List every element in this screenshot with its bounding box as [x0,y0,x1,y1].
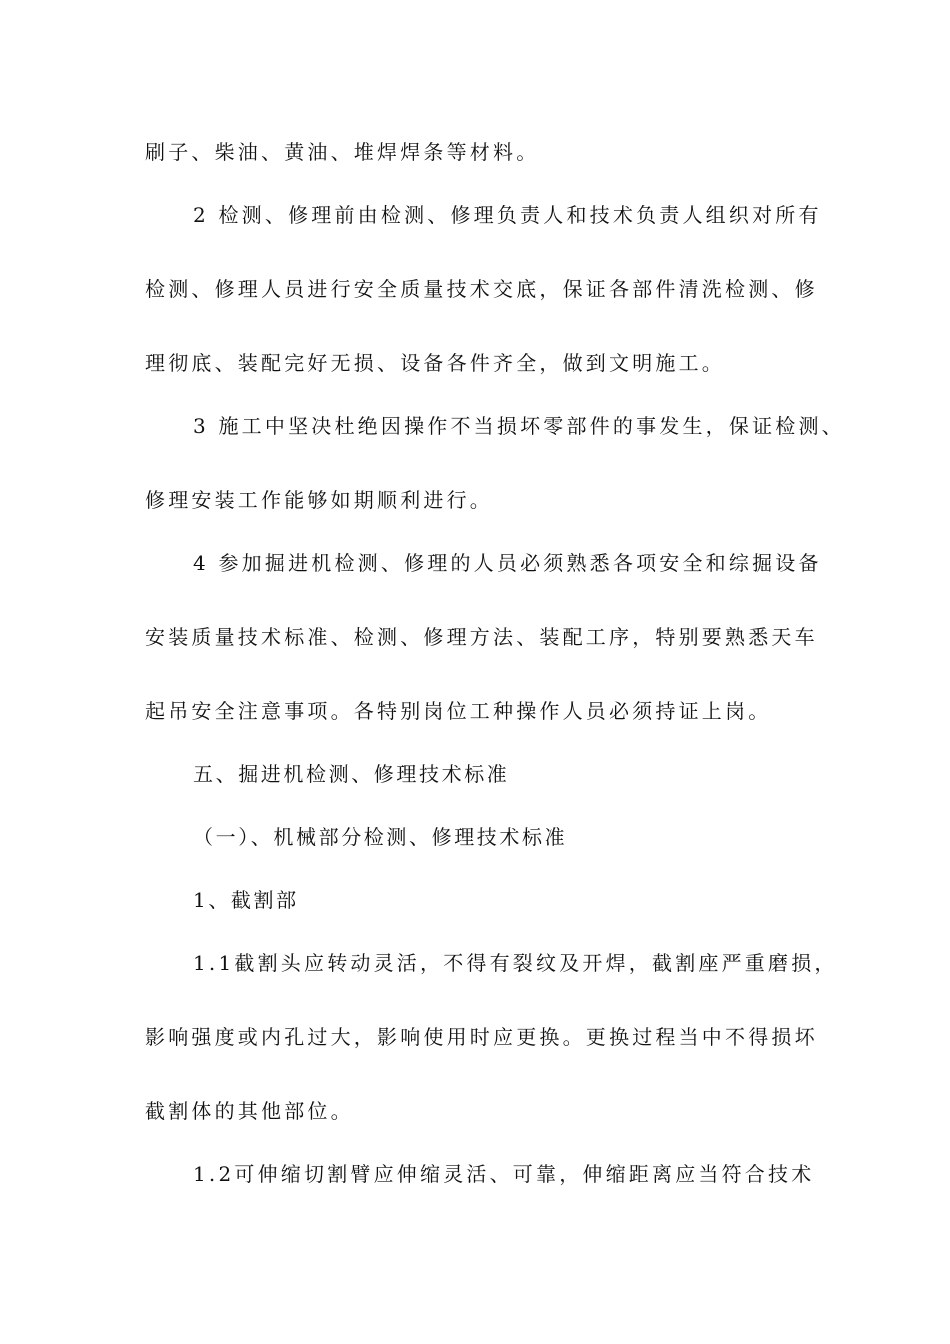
section-heading: 五、掘进机检测、修理技术标准 [193,762,510,786]
text-line-13: 1.1截割头应转动灵活，不得有裂纹及开焊，截割座严重磨损， [193,951,838,975]
item-heading: 1、截割部 [193,888,299,912]
text-line-1: 刷子、柴油、黄油、堆焊焊条等材料。 [145,140,540,164]
text-line-9: 起吊安全注意事项。各特别岗位工种操作人员必须持证上岗。 [145,699,772,723]
text-line-14: 影响强度或内孔过大，影响使用时应更换。更换过程当中不得损坏 [145,1025,818,1049]
text-line-8: 安装质量技术标准、检测、修理方法、装配工序，特别要熟悉天车 [145,625,818,649]
text-line-15: 截割体的其他部位。 [145,1099,354,1123]
subsection-heading: （一）、机械部分检测、修理技术标准 [193,825,568,849]
text-line-16: 1.2可伸缩切割臂应伸缩灵活、可靠，伸缩距离应当符合技术 [193,1162,815,1186]
text-line-2: 2 检测、修理前由检测、修理负责人和技术负责人组织对所有 [193,203,822,227]
text-line-7: 4 参加掘进机检测、修理的人员必须熟悉各项安全和综掘设备 [193,551,822,575]
text-line-4: 理彻底、装配完好无损、设备各件齐全，做到文明施工。 [145,351,725,375]
text-line-5: 3 施工中坚决杜绝因操作不当损坏零部件的事发生，保证检测、 [193,414,845,438]
text-line-3: 检测、修理人员进行安全质量技术交底，保证各部件清洗检测、修 [145,277,818,301]
text-line-6: 修理安装工作能够如期顺利进行。 [145,488,493,512]
